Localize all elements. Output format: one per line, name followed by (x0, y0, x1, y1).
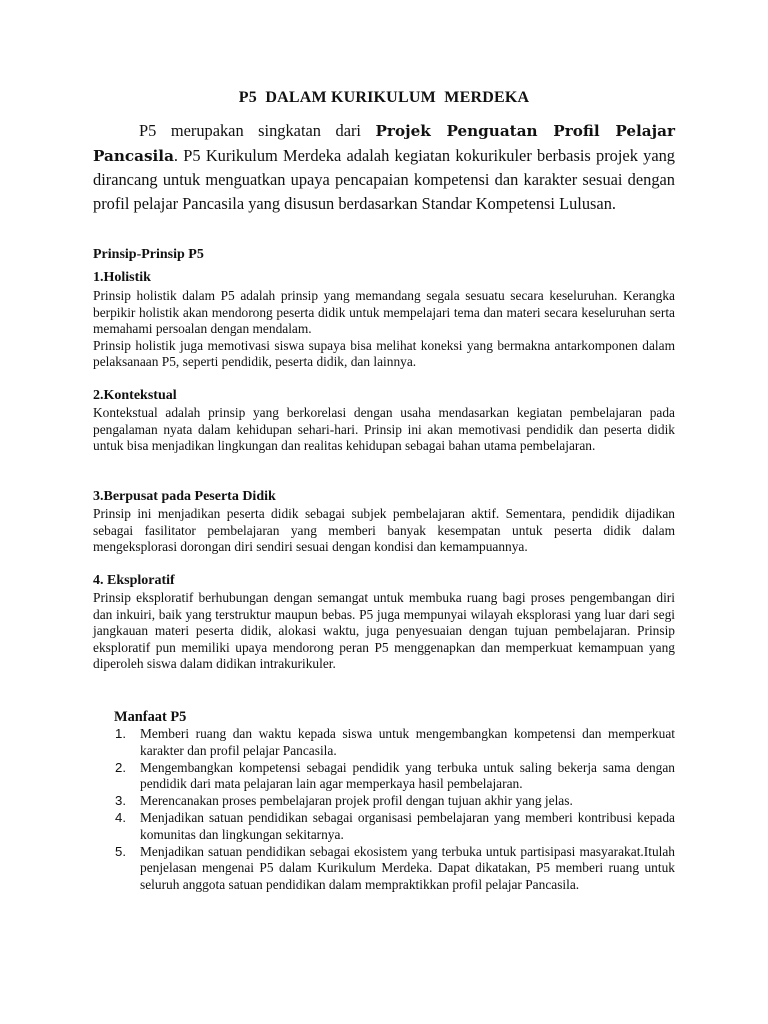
benefits-list (112, 726, 675, 894)
principle-paragraph: Prinsip ini menjadikan peserta didik sebagai subjek pembelajaran aktif. Sementara, pendidik dijadikan sebagai fasilitator pembelajaran yang memberi banyak kesempatan untuk peserta didik dalam mengeksplorasi dorongan diri sendiri sesuai dengan kondisi dan kemampuannya. (93, 506, 675, 555)
principle-heading-eksploratif: 4. Eksploratif (93, 573, 175, 588)
benefits-heading: Manfaat P5 (114, 709, 187, 725)
benefit-text: Menjadikan satuan pendidikan sebagai ekosistem yang terbuka untuk partisipasi masyarakat.Itulah penjelasan mengenai P5 dalam Kurikulum Merdeka. Dapat dikatakan, P5 memberi ruang untuk seluruh anggota satuan pendidikan dalam mempraktikkan profil pelajar Pancasila. (140, 843, 675, 892)
principle-paragraph: Prinsip eksploratif berhubungan dengan semangat untuk membuka ruang bagi proses pengembangan diri dan inkuiri, baik yang terstruktur maupun bebas. P5 juga mempunyai wilayah eksplorasi yang luar dari segi jangkauan materi peserta didik, alokasi waktu, juga penyesuaian dengan tujuan pembelajaran. Prinsip eksploratif pun memiliki upaya mendorong peran P5 menggenapkan dan memperkuat kemampuan yang diperoleh siswa dalam didikan intrakurikuler. (93, 590, 675, 672)
benefit-text: Merencanakan proses pembelajaran projek profil dengan tujuan akhir yang jelas. (140, 793, 573, 809)
benefit-text: Mengembangkan kompetensi sebagai pendidik yang terbuka untuk saling bekerja sama dengan pendidik dari mata pelajaran lain agar memperkaya hasil pembelajaran. (140, 759, 675, 792)
benefit-item (112, 810, 675, 843)
intro-bold-term: Projek Penguatan Profil Pelajar Pancasila (93, 122, 675, 165)
document-title: P5 DALAM KURIKULUM MERDEKA (238, 89, 530, 106)
principle-heading-holistik: 1.Holistik (93, 270, 151, 285)
intro-text-after: . P5 Kurikulum Merdeka adalah kegiatan kokurikuler berbasis projek yang dirancang untuk menguatkan upaya pencapaian kompetensi dan karakter sesuai dengan profil pelajar Pancasila yang disusun berdasarkan Standar Kompetensi Lulusan. (93, 145, 675, 213)
principle-body-holistik (93, 288, 675, 371)
benefit-item (112, 844, 675, 894)
principle-heading-kontekstual: 2.Kontekstual (93, 388, 177, 403)
principle-paragraph: Prinsip holistik dalam P5 adalah prinsip yang memandang segala sesuatu secara keseluruhan. Kerangka berpikir holistik akan mendorong peserta didik untuk mempelajari tema dan materi secara keseluruhan serta memahami persoalan dengan mendalam. (93, 288, 675, 337)
benefit-item (112, 726, 675, 759)
benefit-item (112, 760, 675, 793)
benefit-number: 4. (115, 810, 126, 826)
principle-paragraph: Kontekstual adalah prinsip yang berkorelasi dengan usaha mendasarkan kegiatan pembelajaran pada pengalaman nyata dalam kehidupan sehari-hari. Prinsip ini akan memotivasi pendidik dan peserta didik untuk bisa menjadikan lingkungan dan realitas kehidupan sebagai bahan utama pembelajaran. (93, 405, 675, 454)
intro-paragraph (93, 119, 675, 215)
benefit-text: Memberi ruang dan waktu kepada siswa untuk mengembangkan kompetensi dan memperkuat karakter dan profil pelajar Pancasila. (140, 726, 675, 758)
benefit-number: 3. (115, 793, 126, 809)
benefit-number: 1. (115, 726, 126, 741)
principle-body-eksploratif (93, 590, 675, 673)
principles-heading: Prinsip-Prinsip P5 (93, 247, 204, 262)
benefit-number: 5. (115, 843, 126, 859)
intro-text-before: P5 merupakan singkatan dari (139, 121, 376, 140)
principle-body-kontekstual (93, 405, 675, 455)
principle-paragraph: Prinsip holistik juga memotivasi siswa supaya bisa melihat koneksi yang bermakna antarkomponen dalam pelaksanaan P5, seperti pendidik, peserta didik, dan lainnya. (93, 337, 675, 370)
benefit-item (112, 793, 675, 810)
benefit-number: 2. (115, 759, 126, 775)
benefit-text: Menjadikan satuan pendidikan sebagai organisasi pembelajaran yang memberi kontribusi kepada komunitas dan lingkungan sekitarnya. (140, 810, 675, 842)
principle-body-berpusat (93, 506, 675, 556)
principle-heading-berpusat: 3.Berpusat pada Peserta Didik (93, 489, 276, 504)
